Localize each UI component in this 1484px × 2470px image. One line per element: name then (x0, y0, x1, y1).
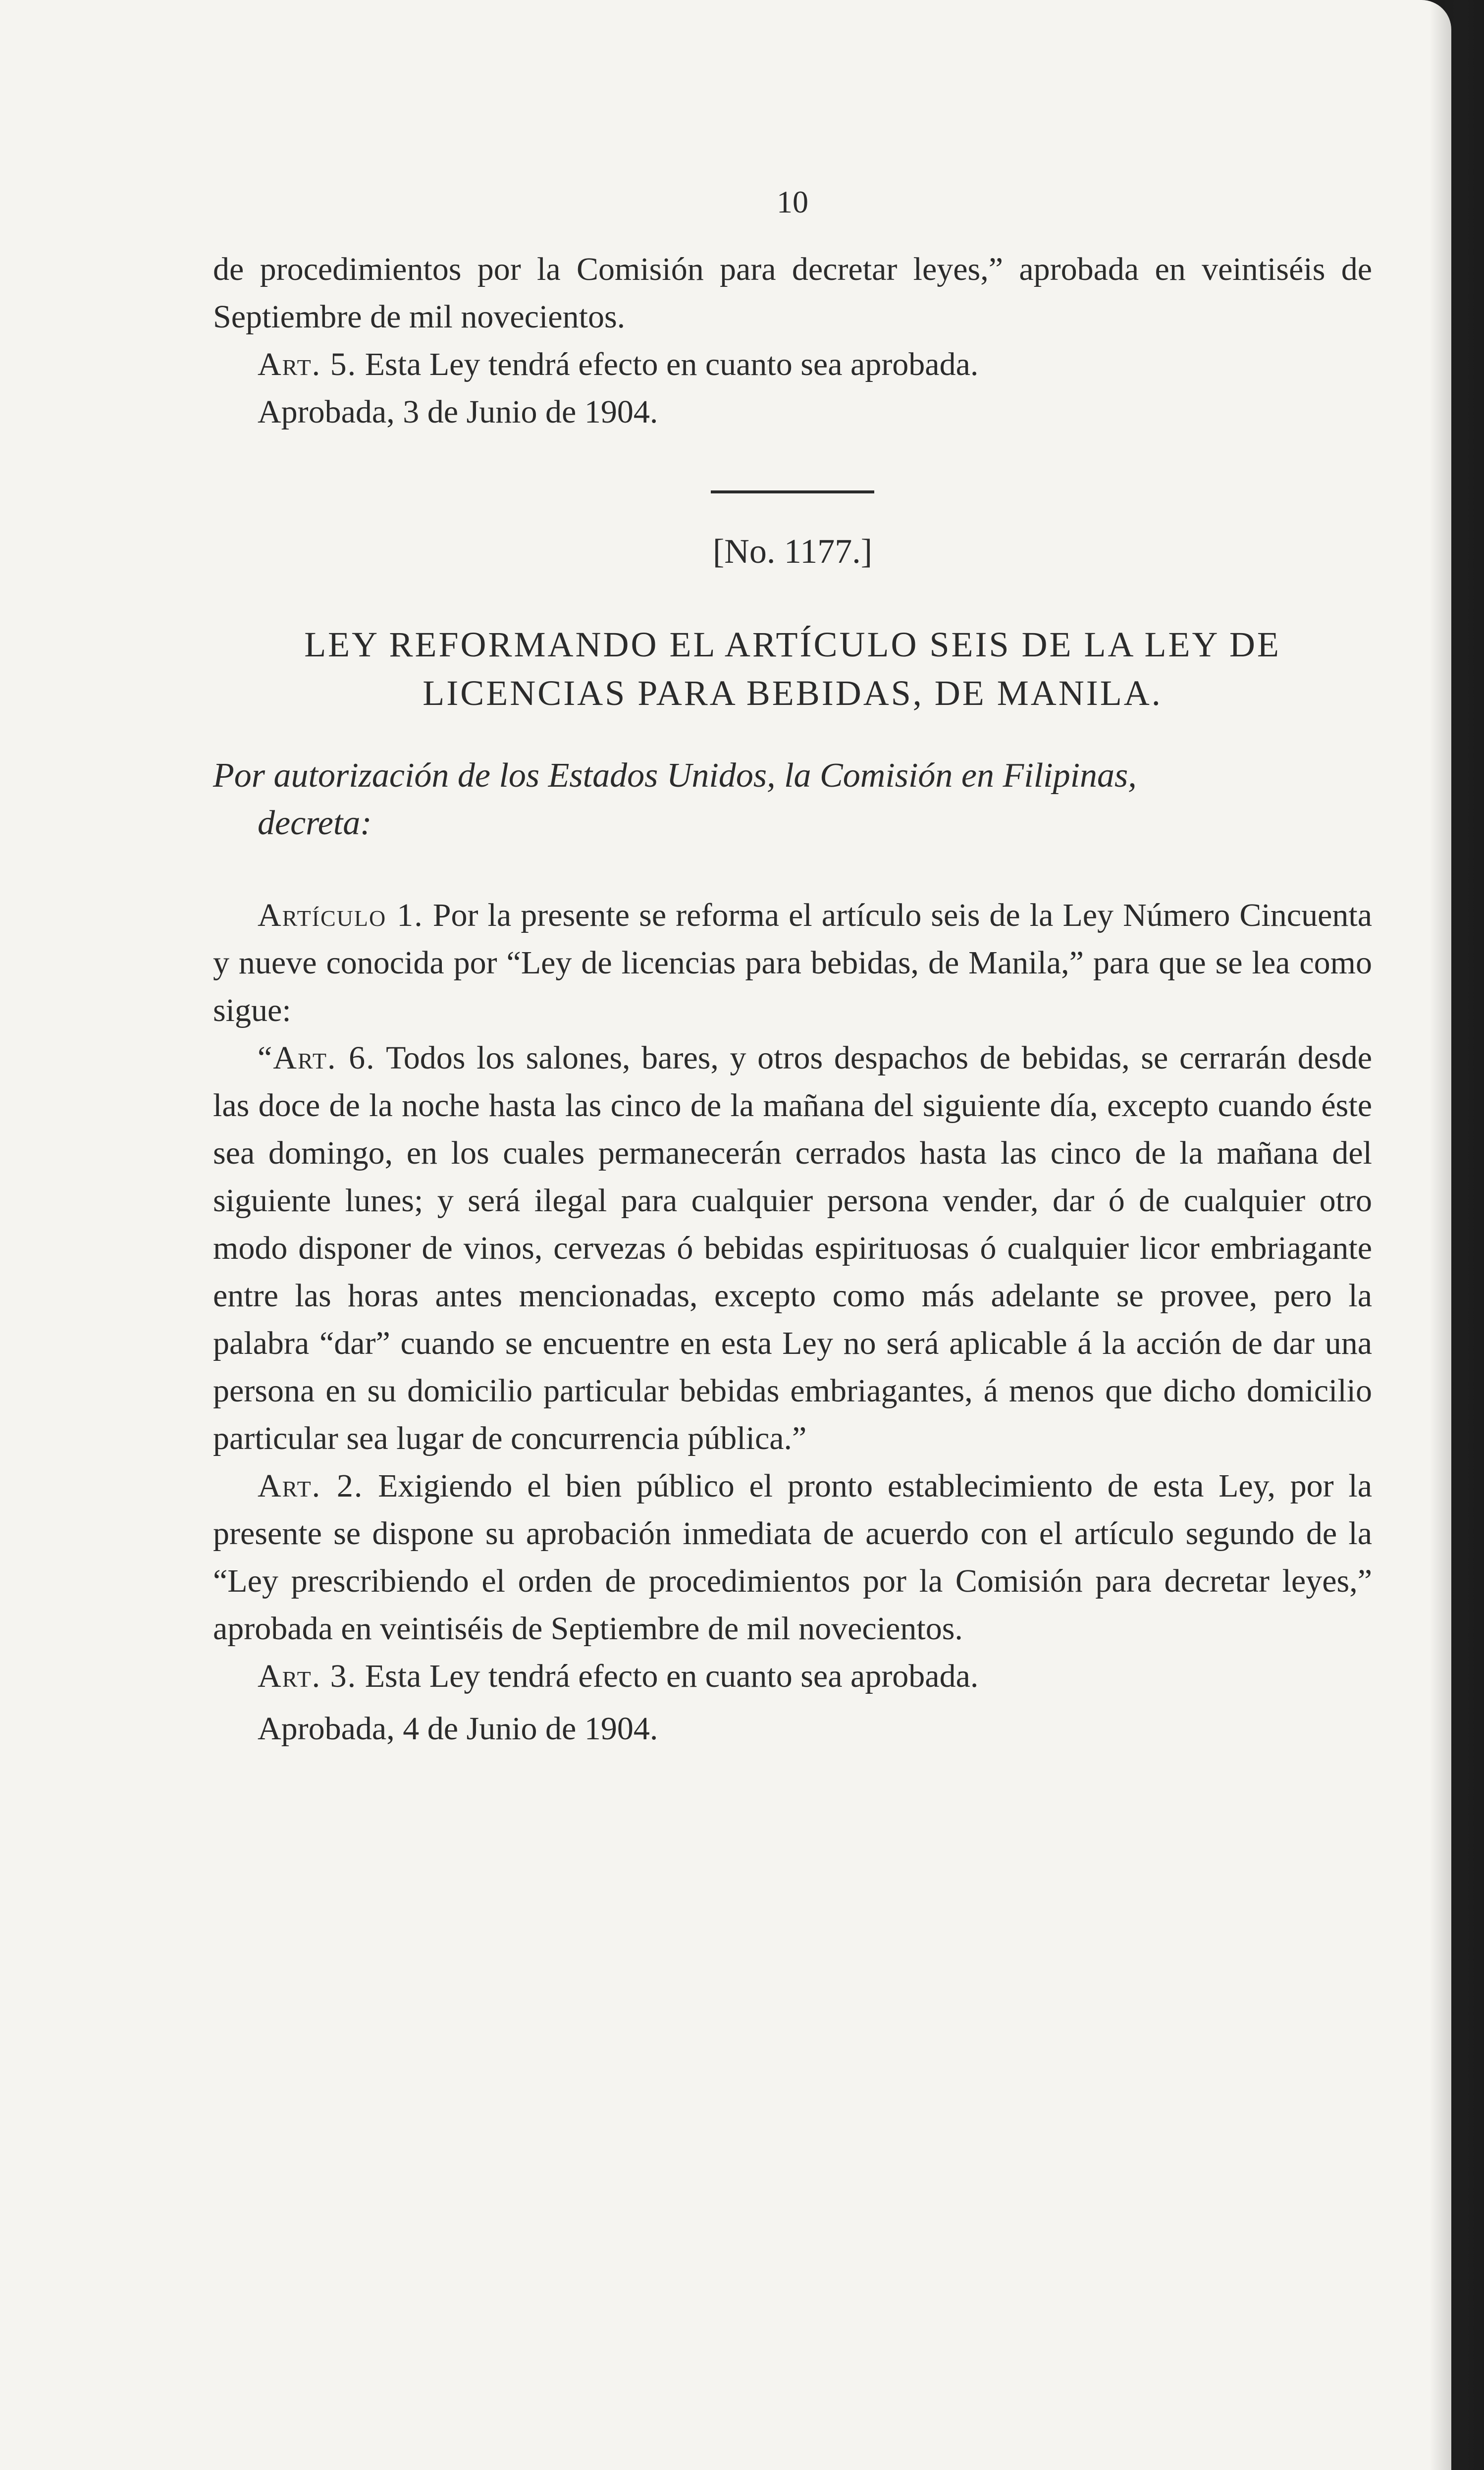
article-label: Art. 2. (258, 1468, 364, 1504)
article-label: Artículo 1. (258, 897, 424, 933)
scan-edge-shadow (1430, 0, 1484, 2470)
section-divider (711, 490, 874, 493)
law-number: [No. 1177.] (712, 533, 873, 571)
enacting-clause (213, 752, 1372, 847)
article-3 (213, 1653, 1372, 1700)
article-text: Esta Ley tendrá efecto en cuanto sea aprobada. (365, 346, 979, 382)
law-heading-line-1: LEY REFORMANDO EL ARTÍCULO SEIS DE LA LEY DE (304, 625, 1281, 664)
article-text: Esta Ley tendrá efecto en cuanto sea aprobada. (365, 1658, 979, 1694)
enacting-clause-line-1: Por autorización de los Estados Unidos, la Comisión en Filipinas, (213, 756, 1137, 795)
quoted-article-6 (213, 1034, 1372, 1462)
article-label: Art. 5. (258, 346, 357, 382)
law-approval: Aprobada, 4 de Junio de 1904. (258, 1711, 658, 1747)
page-text (213, 178, 1372, 1753)
page-number: 10 (777, 184, 808, 219)
article-text: Por la presente se reforma el artículo seis de la Ley Número Cincuenta y nueve conocida por “Ley de licencias para bebidas, de Manila,” para que se lea como sigue: (213, 897, 1372, 1028)
article-2 (213, 1462, 1372, 1653)
law-heading (213, 620, 1372, 717)
article-1 (213, 892, 1372, 1034)
law-heading-line-2: LICENCIAS PARA BEBIDAS, DE MANILA. (423, 673, 1163, 713)
enacting-clause-line-2: decreta: (258, 804, 372, 842)
previous-law-continuation: de procedimientos por la Comisión para decretar leyes,” aprobada en veintiséis de Septiembre de mil novecientos. (213, 251, 1372, 335)
previous-law-article-5 (213, 341, 1372, 388)
previous-law-approval: Aprobada, 3 de Junio de 1904. (258, 394, 658, 430)
article-label: Art. 3. (258, 1658, 357, 1694)
article-text: Todos los salones, bares, y otros despachos de bebidas, se cerrarán desde las doce de la noche hasta las cinco de la mañana del siguiente día, excepto cuando éste sea domingo, en los cuales permanecerán cerrados hasta las cinco de la mañana del siguiente lunes; y será ilegal para cualquier persona vender, dar ó de cualquier otro modo disponer de vinos, cervezas ó bebidas espirituosas ó cualquier licor embriagante entre las horas antes mencionadas, excepto como más adelante se provee, pero la palabra “dar” cuando se encuentre en esta Ley no será aplicable á la acción de dar una persona en su domicilio particular bebidas embriagantes, á menos que dicho domicilio particular sea lugar de concurrencia pública.” (213, 1040, 1372, 1456)
article-label: “Art. 6. (258, 1040, 375, 1076)
article-text: Exigiendo el bien público el pronto establecimiento de esta Ley, por la presente se dispone su aprobación inmediata de acuerdo con el artículo segundo de la “Ley prescribiendo el orden de procedimientos por la Comisión para decretar leyes,” aprobada en veintiséis de Septiembre de mil novecientos. (213, 1468, 1372, 1647)
